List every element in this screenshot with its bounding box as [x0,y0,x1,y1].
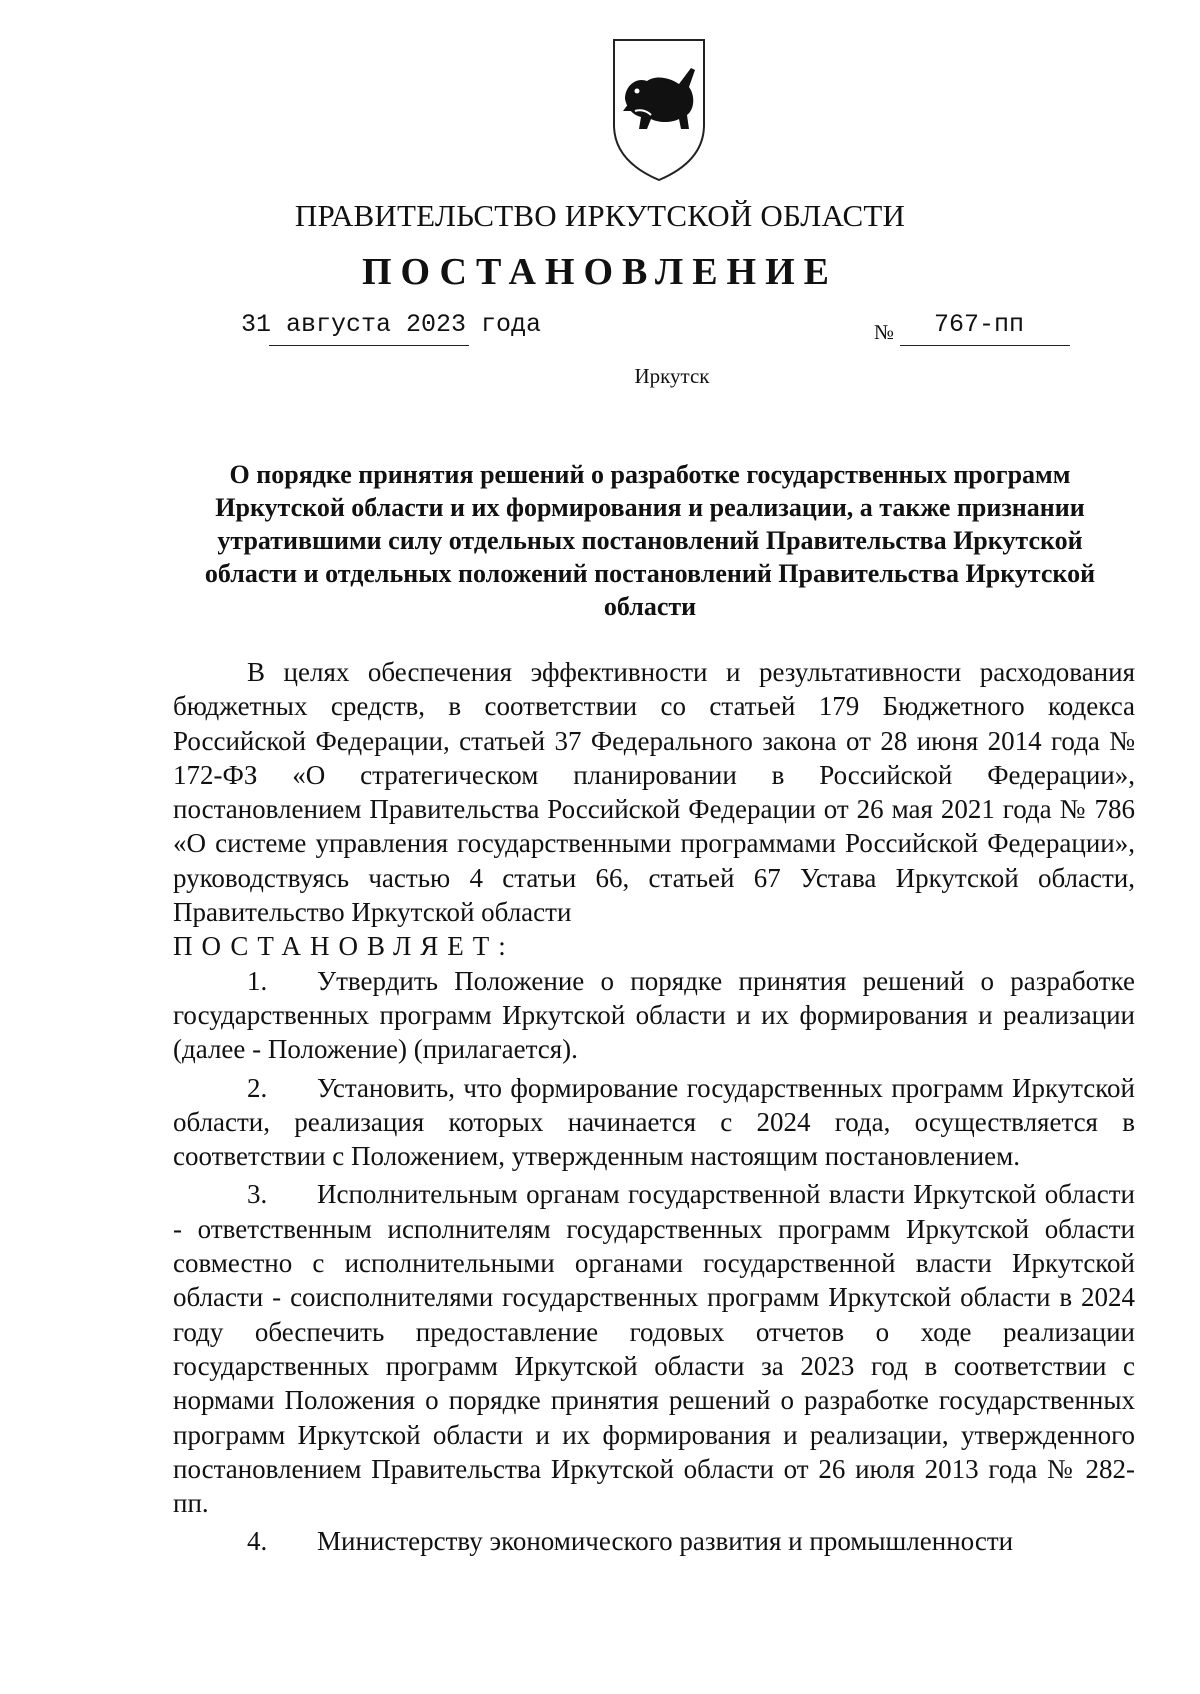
preamble-paragraph: В целях обеспечения эффективности и результативности расходования бюджетных средств, в соответствии со статьей 179 Бюджетного кодекса Российской Федерации, статьей 37 Федерального закона от 28 июня 2014 года № 172-ФЗ «О стратегическом планировании в Российской Федерации», постановлением Правительства Российской Федерации от 26 мая 2021 года № 786 «О системе управления государственными программами Российской Федерации», руководствуясь частью 4 статьи 66, статьей 67 Устава Иркутской области, Правительство Иркутской области [173,657,1135,928]
document-date: 31 августа 2023 года [241,310,542,339]
document-type: ПОСТАНОВЛЕНИЕ [361,251,839,293]
resolves-heading: ПОСТАНОВЛЯЕТ: [173,931,515,962]
item-text: Утвердить Положение о порядке принятия решений о разработке государственных программ Иркутской области и их формирования и реализации (далее - Положение) (прилагается). [173,965,1135,1065]
number-underline [900,345,1070,346]
list-item [173,1177,1135,1520]
item-text: Министерству экономического развития и промышленности [317,1526,1014,1557]
date-underline [269,345,469,346]
list-item [173,1071,1135,1174]
item-text: Установить, что формирование государственных программ Иркутской области, реализация которых начинается с 2024 года, осуществляется в соответствии с Положением, утвержденным настоящим постановлением. [173,1072,1135,1172]
item-number: 1. [247,965,268,996]
number-sign: № [874,320,895,344]
item-number: 3. [247,1179,268,1210]
document-body [173,655,1135,1559]
document-number: 767-пп [934,310,1025,339]
city: Иркутск [634,364,710,388]
coat-of-arms-icon [611,37,707,183]
document-title: О порядке принятия решений о разработке государственных программ Иркутской области и их формирования и реализации, а также признании утратившими силу отдельных постановлений Правительства Иркутской области и отдельных положений постановлений Правительства Иркутской области [204,460,1096,621]
item-number: 2. [247,1072,268,1103]
list-item [173,964,1135,1067]
item-text: Исполнительным органам государственной власти Иркутской области - ответственным исполнителям государственных программ Иркутской области совместно с исполнительными органами государственной власти Иркутской области - соисполнителями государственных программ Иркутской области в 2024 году обеспечить предоставление годовых отчетов о ходе реализации государственных программ Иркутской области за 2023 год в соответствии с нормами Положения о порядке принятия решений о разработке государственных программ Иркутской области и их формирования и реализации, утвержденного постановлением Правительства Иркутской области от 26 июля 2013 года № 282-пп. [173,1179,1135,1519]
item-number: 4. [247,1526,268,1557]
organization-name: ПРАВИТЕЛЬСТВО ИРКУТСКОЙ ОБЛАСТИ [294,198,906,233]
list-item [173,1524,1135,1558]
